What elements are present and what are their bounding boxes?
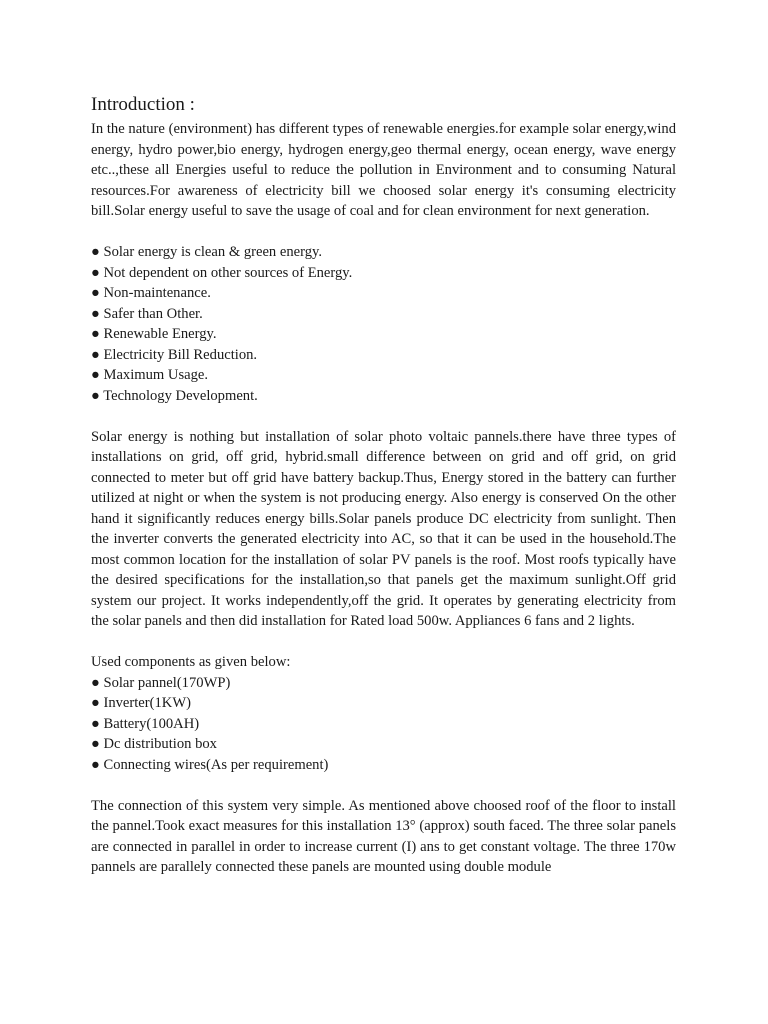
list-item: ● Safer than Other.: [91, 305, 203, 322]
components-list: [91, 673, 676, 776]
list-item: ● Maximum Usage.: [91, 367, 209, 383]
intro-paragraph: In the nature (environment) has different types of renewable energies.for example solar energy,wind energy, hydro power,bio energy, hydrogen energy,geo thermal energy, ocean energy, wave energy etc..,these all Energies useful to reduce the pollution in Environment and to consuming Natural resources.For awareness of electricity bill we choosed solar energy it's consuming electricity bill.Solar energy useful to save the usage of coal and for clean environment for next generation.: [91, 121, 676, 219]
list-item: ● Solar pannel(170WP): [91, 674, 231, 691]
list-item: ● Electricity Bill Reduction.: [91, 346, 258, 363]
section-heading: Introduction :: [91, 94, 195, 115]
list-item: ● Dc distribution box: [91, 736, 217, 752]
spacer: [91, 775, 676, 796]
spacer: [91, 222, 676, 243]
list-item: ● Renewable Energy.: [91, 326, 217, 342]
list-item: ● Non-maintenance.: [91, 285, 211, 301]
body-paragraph: Solar energy is nothing but installation of solar photo voltaic pannels.there have three types of installations on grid, off grid, hybrid.small difference between on grid and off grid, on grid connected to meter but off grid have battery backup.Thus, Energy stored in the battery can further utilized at night or when the system is not producing energy. Also energy is conserved On the other hand it significantly reduces energy bills.Solar panels produce DC electricity from sunlight. Then the inverter converts the generated electricity into AC, so that it can be used in the household.The most common location for the installation of solar PV panels is the roof. Most roofs typically have the desired specifications for the installation,so that panels get the maximum sunlight.Off grid system our project. It works independently,off the grid. It operates by generating electricity from the solar panels and then did installation for Rated load 500w. Appliances 6 fans and 2 lights.: [91, 428, 676, 629]
benefits-list: [91, 242, 676, 406]
list-item: ● Connecting wires(As per requirement): [91, 756, 329, 773]
list-item: ● Not dependent on other sources of Energy.: [91, 264, 353, 281]
list-item: ● Technology Development.: [91, 387, 258, 404]
list-item: ● Solar energy is clean & green energy.: [91, 244, 323, 260]
list-item: ● Inverter(1KW): [91, 695, 191, 711]
list-item: ● Battery(100AH): [91, 715, 200, 732]
spacer: [91, 632, 676, 653]
components-intro: Used components as given below:: [91, 654, 291, 670]
connection-paragraph: The connection of this system very simple. As mentioned above choosed roof of the floor to install the pannel.Took exact measures for this installation 13° (approx) south faced. The three solar panels are connected in parallel in order to increase current (I) ans to get constant voltage. The three 170w pannels are parallely connected these panels are mounted using double module: [91, 797, 676, 875]
document-page: [91, 92, 676, 878]
spacer: [91, 406, 676, 427]
